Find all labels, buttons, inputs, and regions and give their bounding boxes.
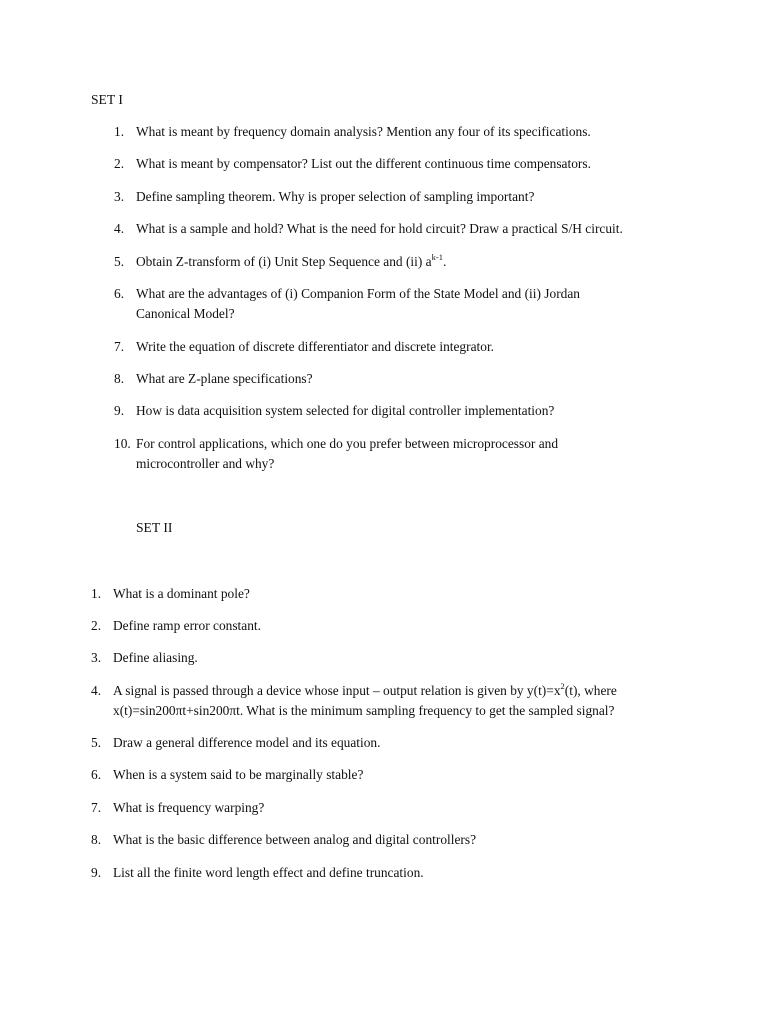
question-text-line-1: For control applications, which one do you prefer between microprocessor and	[136, 436, 559, 451]
question-text: What is a sample and hold? What is the need for hold circuit? Draw a practical S/H circuit.	[136, 221, 623, 236]
question-text-main: A signal is passed through a device whose input – output relation is given by y(t)=x	[113, 683, 561, 698]
question-text: When is a system said to be marginally stable?	[113, 767, 364, 782]
superscript: k-1	[431, 252, 443, 262]
question-number: 9.	[91, 865, 102, 880]
question-number: 4.	[91, 683, 102, 698]
question-text-line-1	[113, 681, 617, 701]
question-text: What is a dominant pole?	[113, 586, 250, 601]
question-number: 7.	[114, 339, 125, 354]
question-text-line-2: microcontroller and why?	[136, 456, 275, 471]
question-number: 10.	[114, 436, 131, 451]
question-text: Define ramp error constant.	[113, 618, 261, 633]
question-text-line-2: Canonical Model?	[136, 306, 235, 321]
question-number: 8.	[91, 832, 102, 847]
question-text	[136, 252, 446, 272]
question-text: Draw a general difference model and its equation.	[113, 735, 381, 750]
question-text: How is data acquisition system selected for digital controller implementation?	[136, 403, 555, 418]
question-number: 3.	[91, 650, 102, 665]
superscript: 2	[560, 681, 565, 691]
question-text: What are Z-plane specifications?	[136, 371, 313, 386]
question-text: List all the finite word length effect and define truncation.	[113, 865, 424, 880]
question-text: What is frequency warping?	[113, 800, 265, 815]
question-text-end: (t), where	[564, 683, 617, 698]
question-number: 5.	[114, 254, 125, 269]
question-text-end: .	[442, 254, 447, 269]
question-number: 6.	[91, 767, 102, 782]
question-text: What is meant by frequency domain analysis? Mention any four of its specifications.	[136, 124, 591, 139]
question-text: Write the equation of discrete differentiator and discrete integrator.	[136, 339, 495, 354]
question-text: What is the basic difference between analog and digital controllers?	[113, 832, 477, 847]
question-text: Define sampling theorem. Why is proper selection of sampling important?	[136, 189, 535, 204]
question-number: 9.	[114, 403, 125, 418]
question-text-main: Obtain Z-transform of (i) Unit Step Sequence and (ii) a	[136, 254, 432, 269]
question-number: 7.	[91, 800, 102, 815]
question-number: 1.	[91, 586, 102, 601]
question-number: 3.	[114, 189, 125, 204]
question-text-line-1: What are the advantages of (i) Companion Form of the State Model and (ii) Jordan	[136, 286, 580, 301]
question-text-line-2: x(t)=sin200πt+sin200πt. What is the minimum sampling frequency to get the sampled signal?	[113, 703, 615, 718]
question-text: What is meant by compensator? List out the different continuous time compensators.	[136, 156, 591, 171]
question-number: 2.	[114, 156, 125, 171]
question-text: Define aliasing.	[113, 650, 198, 665]
question-number: 5.	[91, 735, 102, 750]
question-number: 8.	[114, 371, 125, 386]
question-number: 6.	[114, 286, 125, 301]
question-number: 1.	[114, 124, 125, 139]
set-2-heading: SET II	[136, 520, 173, 535]
set-1-heading: SET I	[91, 92, 123, 107]
question-number: 2.	[91, 618, 102, 633]
question-number: 4.	[114, 221, 125, 236]
